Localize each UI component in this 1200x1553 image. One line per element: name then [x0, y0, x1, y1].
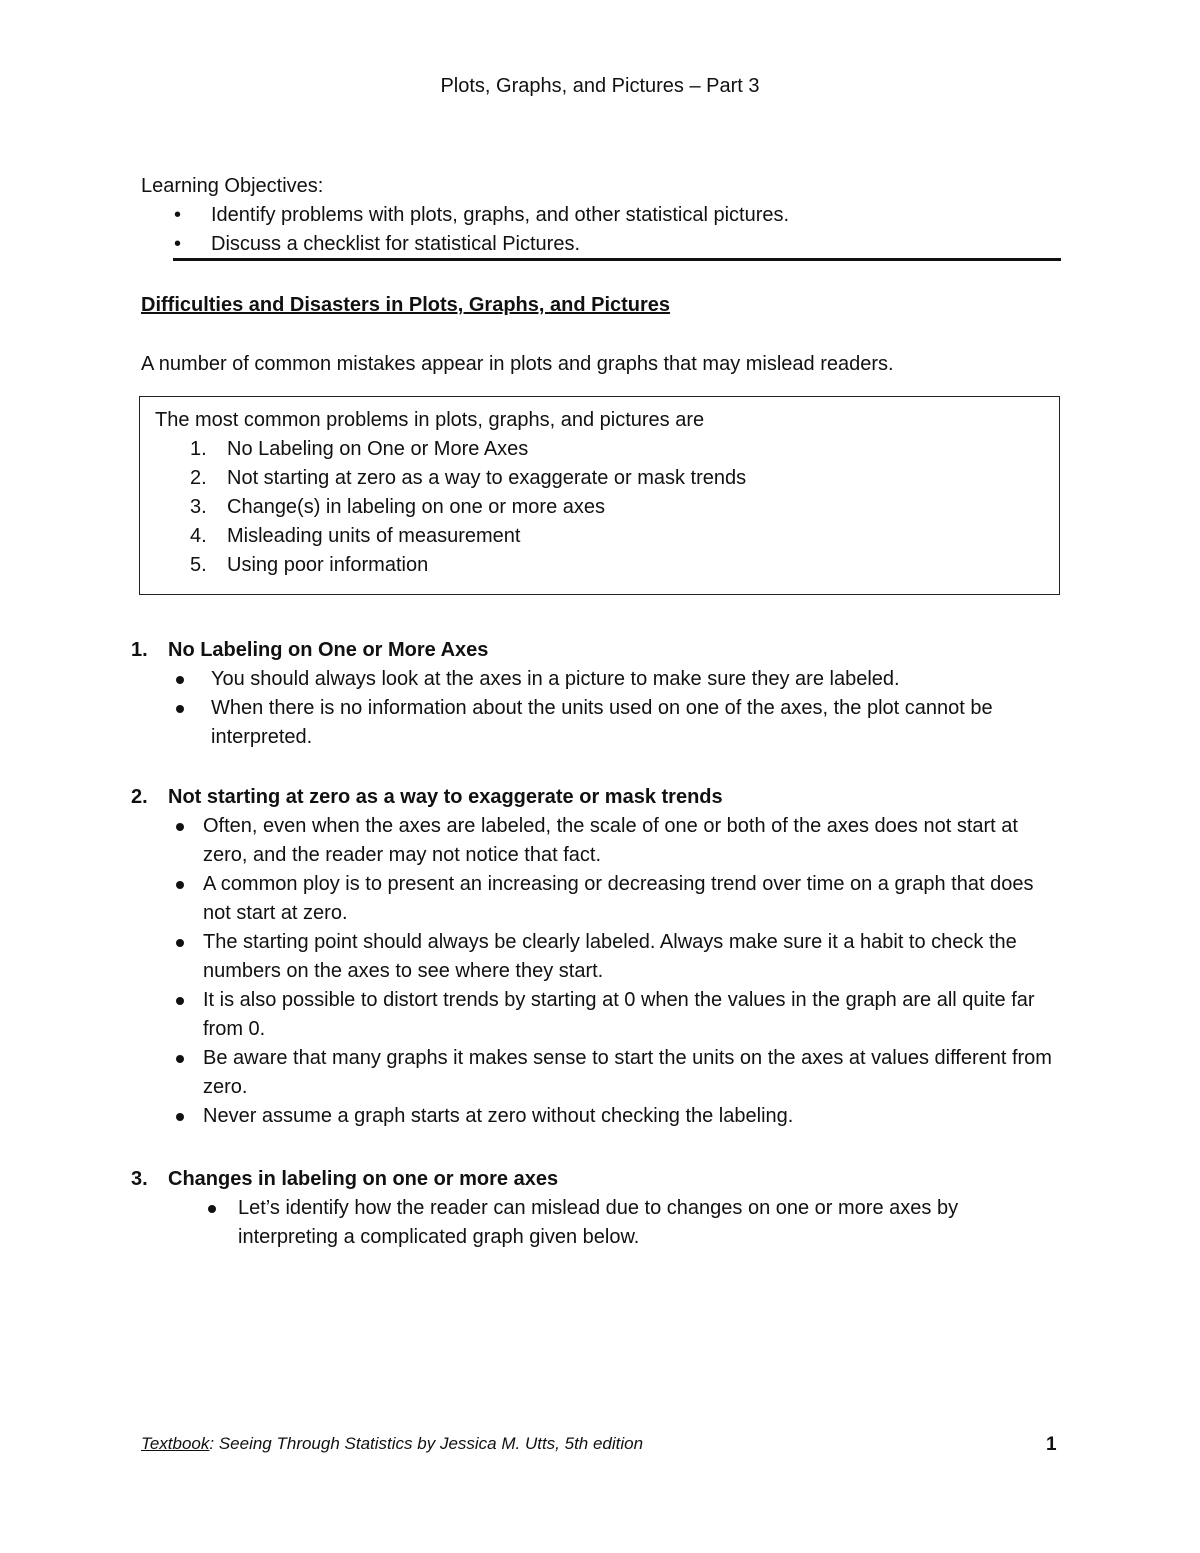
bullet-icon: [176, 881, 184, 889]
objective-item: [141, 230, 1061, 259]
list-text: Change(s) in labeling on one or more axes: [227, 496, 605, 518]
problem-bullet: [131, 870, 1053, 928]
page-number: 1: [1046, 1434, 1057, 1455]
bullet-icon: [176, 705, 184, 713]
box-lead: The most common problems in plots, graphs, and pictures are: [155, 409, 705, 431]
objective-text: Identify problems with plots, graphs, and other statistical pictures.: [211, 204, 790, 226]
list-number: 1.: [190, 438, 207, 460]
objective-item: [141, 201, 1061, 230]
footer-citation: [141, 1429, 643, 1458]
problem-bullet: [131, 694, 1011, 752]
problem-title: No Labeling on One or More Axes: [168, 639, 489, 661]
bullet-icon: [176, 1113, 184, 1121]
box-list-item: [155, 464, 1045, 493]
problem-number: 1.: [131, 639, 148, 661]
box-list-item: [155, 522, 1045, 551]
bullet-text: Often, even when the axes are labeled, the scale of one or both of the axes does not start at zero, and the reader may not notice that fact.: [203, 815, 1018, 866]
bullet-text: When there is no information about the units used on one of the axes, the plot cannot be interpreted.: [211, 697, 993, 748]
bullet-icon: •: [174, 204, 182, 226]
bullet-text: Never assume a graph starts at zero without checking the labeling.: [203, 1105, 794, 1127]
problem-heading: [131, 636, 1071, 665]
problem-bullet: [131, 1102, 1053, 1131]
list-text: Using poor information: [227, 554, 429, 576]
problem-bullet: [131, 665, 1071, 694]
problem-section-2: [131, 783, 1071, 1131]
list-number: 2.: [190, 467, 207, 489]
problem-title: Not starting at zero as a way to exaggerate or mask trends: [168, 786, 723, 808]
list-text: Misleading units of measurement: [227, 525, 521, 547]
problem-bullet: [131, 1044, 1053, 1102]
bullet-icon: [176, 1055, 184, 1063]
bullet-text: Let’s identify how the reader can mislead due to changes on one or more axes by interpreting a complicated graph given below.: [238, 1197, 959, 1248]
horizontal-divider: [173, 258, 1061, 261]
bullet-icon: [208, 1205, 216, 1213]
bullet-text: Be aware that many graphs it makes sense to start the units on the axes at values different from zero.: [203, 1047, 1052, 1098]
list-number: 3.: [190, 496, 207, 518]
problem-title: Changes in labeling on one or more axes: [168, 1168, 559, 1190]
common-problems-box: [139, 396, 1060, 595]
list-text: Not starting at zero as a way to exaggerate or mask trends: [227, 467, 747, 489]
problem-number: 3.: [131, 1168, 148, 1190]
page-title: Plots, Graphs, and Pictures – Part 3: [440, 75, 760, 97]
bullet-icon: [176, 997, 184, 1005]
box-list-item: [155, 435, 1045, 464]
problem-bullet: [131, 986, 1063, 1044]
bullet-icon: [176, 823, 184, 831]
objectives-label: Learning Objectives:: [141, 175, 324, 197]
problem-bullet: [131, 1194, 1058, 1252]
problem-section-3: [131, 1165, 1071, 1252]
bullet-text: You should always look at the axes in a picture to make sure they are labeled.: [211, 668, 900, 690]
problem-section-1: [131, 636, 1071, 752]
section-heading: Difficulties and Disasters in Plots, Graphs, and Pictures: [141, 294, 671, 316]
bullet-text: The starting point should always be clearly labeled. Always make sure it a habit to check the numbers on the axes to see where they start.: [203, 931, 1017, 982]
box-list-item: [155, 551, 1045, 580]
bullet-icon: [176, 676, 184, 684]
bullet-text: It is also possible to distort trends by starting at 0 when the values in the graph are all quite far from 0.: [203, 989, 1035, 1040]
bullet-icon: [176, 939, 184, 947]
problem-bullet: [131, 812, 1053, 870]
list-number: 4.: [190, 525, 207, 547]
bullet-text: A common ploy is to present an increasing or decreasing trend over time on a graph that does not start at zero.: [203, 873, 1034, 924]
problem-heading: [131, 1165, 1071, 1194]
bullet-icon: •: [174, 233, 182, 255]
problem-bullet: [131, 928, 1053, 986]
learning-objectives: [141, 172, 1061, 259]
intro-paragraph: A number of common mistakes appear in plots and graphs that may mislead readers.: [141, 353, 894, 375]
problem-heading: [131, 783, 1071, 812]
list-number: 5.: [190, 554, 207, 576]
list-text: No Labeling on One or More Axes: [227, 438, 529, 460]
textbook-label: Textbook: [141, 1434, 210, 1453]
objective-text: Discuss a checklist for statistical Pictures.: [211, 233, 580, 255]
box-list-item: [155, 493, 1045, 522]
citation-text: : Seeing Through Statistics by Jessica M. Utts, 5th edition: [209, 1434, 644, 1453]
problem-number: 2.: [131, 786, 148, 808]
